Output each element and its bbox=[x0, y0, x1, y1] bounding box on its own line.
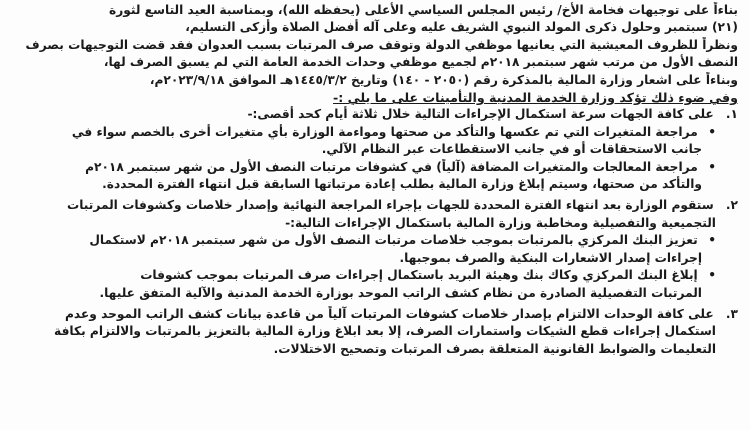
paragraph-line: ونظراً للظروف المعيشية التي يعانيها موظفي الدولة وتوقف صرف المرتبات بسبب العدوان فقد قضت التوجيهات بصرف bbox=[25, 37, 738, 52]
paragraph-line: بناءاً على توجيهات فخامة الأخ/ رئيس المجلس السياسي الأعلى (يحفظه الله)، وبمناسبة العيد التاسع لثورة bbox=[109, 3, 738, 17]
bullet-line bbox=[10, 232, 738, 249]
bullet-line bbox=[10, 267, 738, 284]
bullet-text: تعزيز البنك المركزي بالمرتبات بموجب خلاصات مرتبات النصف الأول من شهر سبتمبر ٢٠١٨م لاستكمال bbox=[89, 233, 698, 248]
bullet-continuation: جانب الاستحقاقات أو في جانب الاستقطاعات عبر النظام الآلي. bbox=[321, 142, 702, 157]
paragraph-line: (٢١) سبتمبر وحلول ذكرى المولد النبوي الشريف عليه وعلى آله أفضل الصلاة وأزكى التسليم، bbox=[185, 20, 738, 35]
item-number: ٢. bbox=[725, 198, 738, 213]
item-continuation: استكمال إجراءات قطع الشيكات واستمارات الصرف، إلا بعد ابلاغ وزارة المالية بالتعزيز بالمرتبات والالتزام بكافة bbox=[54, 324, 716, 339]
paragraph-line: وبناءاً على اشعار وزارة المالية بالمذكرة رقم (٢٠٥٠ - ١٤٠) وتاريخ ١٤٤٥/٣/٢هـ الموافق ٢٠٢٣/٩/١٨م، bbox=[149, 72, 738, 87]
bullet-continuation: المرتبات التفصيلية الصادرة من نظام كشف الراتب الموحد بوزارة الخدمة المدنية والآلية المتفق عليها. bbox=[99, 285, 702, 300]
bullet-continuation: والتأكد من صحتها، وسيتم إبلاغ وزارة المالية بطلب إعادة مرتباتها السابقة قبل انتهاء الفترة المحددة. bbox=[102, 177, 702, 192]
bullet-icon: • bbox=[708, 159, 716, 174]
item-3-line bbox=[10, 306, 738, 323]
bullet-icon: • bbox=[708, 233, 716, 248]
item-text: ستقوم الوزارة بعد انتهاء الفترة المحددة للجهات بإجراء المراجعة النهائية وإصدار خلاصات وكشوفات المرتبات bbox=[66, 198, 714, 213]
item-number: ١. bbox=[725, 107, 738, 122]
item-text: على كافة الجهات سرعة استكمال الإجراءات التالية خلال ثلاثة أيام كحد أقصى:- bbox=[247, 107, 714, 122]
bullet-text: إبلاغ البنك المركزي وكاك بنك وهيئة البريد باستكمال إجراءات صرف المرتبات بموجب كشوفات bbox=[140, 268, 698, 283]
item-2-line bbox=[10, 197, 738, 214]
item-continuation: التعليمات والضوابط القانونية المتعلقة بصرف المرتبات وتصحيح الاختلالات. bbox=[273, 341, 716, 356]
item-1-intro bbox=[10, 106, 738, 123]
bullet-icon: • bbox=[708, 124, 716, 139]
item-number: ٣. bbox=[725, 306, 738, 321]
document-body bbox=[10, 2, 738, 358]
bullet-continuation: إجراءات إصدار الاشعارات البنكية والصرف بموجبها. bbox=[399, 250, 702, 265]
bullet-line bbox=[10, 124, 738, 141]
item-text: على كافة الوحدات الالتزام بإصدار خلاصات كشوفات المرتبات آلياً من قاعدة بيانات كشف الراتب الموحد وعدم bbox=[64, 306, 714, 321]
bullet-icon: • bbox=[708, 268, 716, 283]
item-continuation: التجميعية والتفصيلية ومخاطبة وزارة المالية باستكمال الإجراءات التالية:- bbox=[285, 215, 716, 230]
bullet-line bbox=[10, 159, 738, 176]
bullet-text: مراجعة المتغيرات التي تم عكسها والتأكد من صحتها ومواءمة الوزارة بأي متغيرات أخرى بالخصم سواء في bbox=[71, 124, 698, 139]
section-heading: وفي ضوء ذلك تؤكد وزارة الخدمة المدنية والتأمينات على ما يلي :- bbox=[333, 90, 738, 106]
paragraph-line: النصف الأول من مرتب شهر سبتمبر ٢٠١٨م لجميع موظفي وحدات الخدمة العامة التي لم يسبق الصرف لها، bbox=[103, 55, 738, 70]
bullet-text: مراجعة المعالجات والمتغيرات المضافة (آلياً) في كشوفات مرتبات النصف الأول من شهر سبتمبر ٢٠١٨م bbox=[85, 159, 698, 174]
